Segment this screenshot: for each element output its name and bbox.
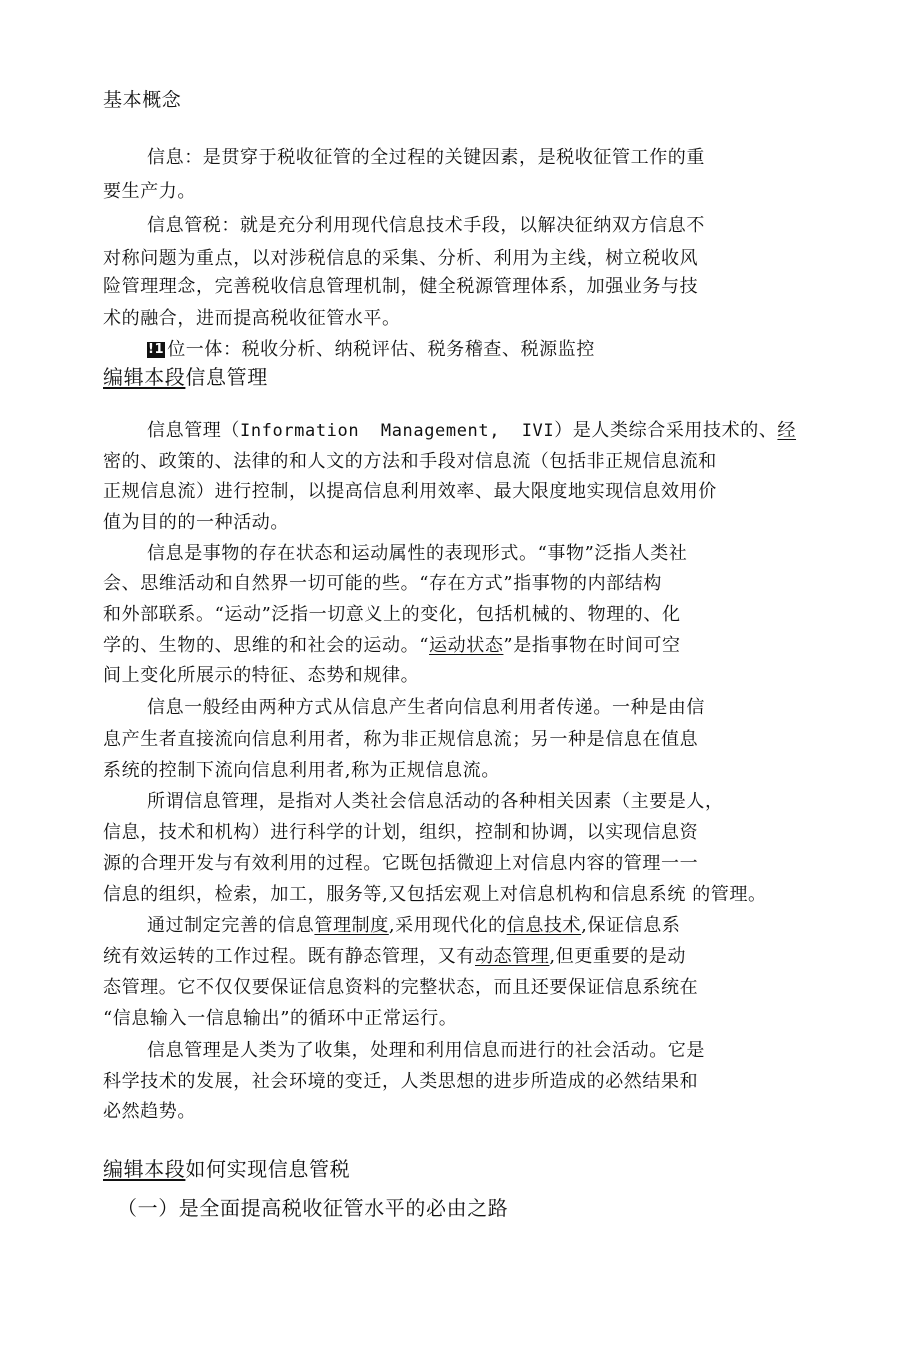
section-title: 信息管理 <box>185 365 268 389</box>
text-span: 位一体：税收分析、纳税评估、税务稽查、税源监控 <box>167 339 595 360</box>
economic-link[interactable]: 经 <box>777 420 797 441</box>
text-line: 会、思维活动和自然界一切可能的些。“存在方式”指事物的内部结构 <box>103 573 663 594</box>
section-title: 如何实现信息管税 <box>185 1157 351 1181</box>
text-span: ,保证信息系 <box>581 915 681 936</box>
text-line: 术的融合，进而提高税收征管水平。 <box>103 308 401 329</box>
text-line: 息产生者直接流向信息利用者，称为非正规信息流；另一种是信息在值息 <box>103 729 699 750</box>
text-line: 要生产力。 <box>103 181 196 202</box>
text-span: ,采用现代化的 <box>388 915 507 936</box>
text-line: 险管理理念，完善税收信息管理机制，健全税源管理体系，加强业务与技 <box>103 276 699 297</box>
text-line: 信息管税：就是充分利用现代信息技术手段，以解决征纳双方信息不 <box>147 215 705 236</box>
text-line: 信息管理是人类为了收集，处理和利用信息而进行的社会活动。它是 <box>147 1040 705 1061</box>
text-span: 通过制定完善的信息 <box>147 915 315 936</box>
english-term: Information Management, IVI <box>240 421 555 441</box>
text-span: ”是指事物在时间可空 <box>503 635 681 656</box>
text-line: 间上变化所展示的特征、态势和规律。 <box>103 665 420 686</box>
text-line: 信息是事物的存在状态和运动属性的表现形式。“事物”泛指人类社 <box>147 543 688 564</box>
four-in-one-line <box>147 339 595 361</box>
text-line: 系统的控制下流向信息利用者,称为正规信息流。 <box>103 760 500 781</box>
text-span: ,但更重要的是动 <box>549 946 686 967</box>
text-line: 源的合理开发与有效利用的过程。它既包括微迎上对信息内容的管理一一 <box>103 853 699 874</box>
text-line: 正规信息流）进行控制，以提高信息利用效率、最大限度地实现信息效用价 <box>103 481 717 502</box>
edit-section-link[interactable]: 编辑本段 <box>103 1157 186 1181</box>
text-line: “信息输入一信息输出”的循环中正常运行。 <box>103 1008 458 1029</box>
text-span: ）是人类综合采用技术的、 <box>554 420 778 441</box>
text-span: 统有效运转的工作过程。既有静态管理，又有 <box>103 946 475 967</box>
text-span: 信息管理（ <box>147 420 240 441</box>
heading: 基本概念 <box>103 89 182 111</box>
text-line: 密的、政策的、法律的和人文的方法和手段对信息流（包括非正规信息流和 <box>103 451 717 472</box>
motion-state-link[interactable]: 运动状态 <box>429 635 504 656</box>
text-line: 科学技术的发展，社会环境的变迁，人类思想的进步所造成的必然结果和 <box>103 1071 699 1092</box>
text-line: 信息的组织，检索，加工，服务等,又包括宏观上对信息机构和信息系统 的管理。 <box>103 884 767 905</box>
text-line: 所谓信息管理，是指对人类社会信息活动的各种相关因素（主要是人， <box>147 791 724 812</box>
management-system-link[interactable]: 管理制度 <box>314 915 389 936</box>
text-line: 和外部联系。“运动”泛指一切意义上的变化，包括机械的、物理的、化 <box>103 604 681 625</box>
text-line <box>103 635 681 657</box>
text-line: 必然趋势。 <box>103 1101 196 1122</box>
text-line: 信息：是贯穿于税收征管的全过程的关键因素，是税收征管工作的重 <box>147 147 705 168</box>
text-span: 学的、生物的、思维的和社会的运动。“ <box>103 635 430 656</box>
text-line <box>147 420 796 442</box>
information-technology-link[interactable]: 信息技术 <box>506 915 582 936</box>
text-line <box>147 915 680 937</box>
section-heading-how-to-implement <box>103 1158 350 1180</box>
text-line: 信息，技术和机构）进行科学的计划，组织，控制和协调，以实现信息资 <box>103 822 699 843</box>
dynamic-management-link[interactable]: 动态管理 <box>475 946 550 967</box>
text-line: 值为目的的一种活动。 <box>103 512 289 533</box>
section-heading-information-management <box>103 366 268 388</box>
edit-section-link[interactable]: 编辑本段 <box>103 365 186 389</box>
text-line <box>103 946 686 968</box>
text-line: 对称问题为重点，以对涉税信息的采集、分析、利用为主线，树立税收风 <box>103 248 699 269</box>
text-line: 态管理。它不仅仅要保证信息资料的完整状态，而且还要保证信息系统在 <box>103 977 699 998</box>
subheading-one: （一）是全面提高税收征管水平的必由之路 <box>117 1196 509 1220</box>
broken-glyph-mark: !1 <box>148 342 165 357</box>
text-line: 信息一般经由两种方式从信息产生者向信息利用者传递。一种是由信 <box>147 697 705 718</box>
